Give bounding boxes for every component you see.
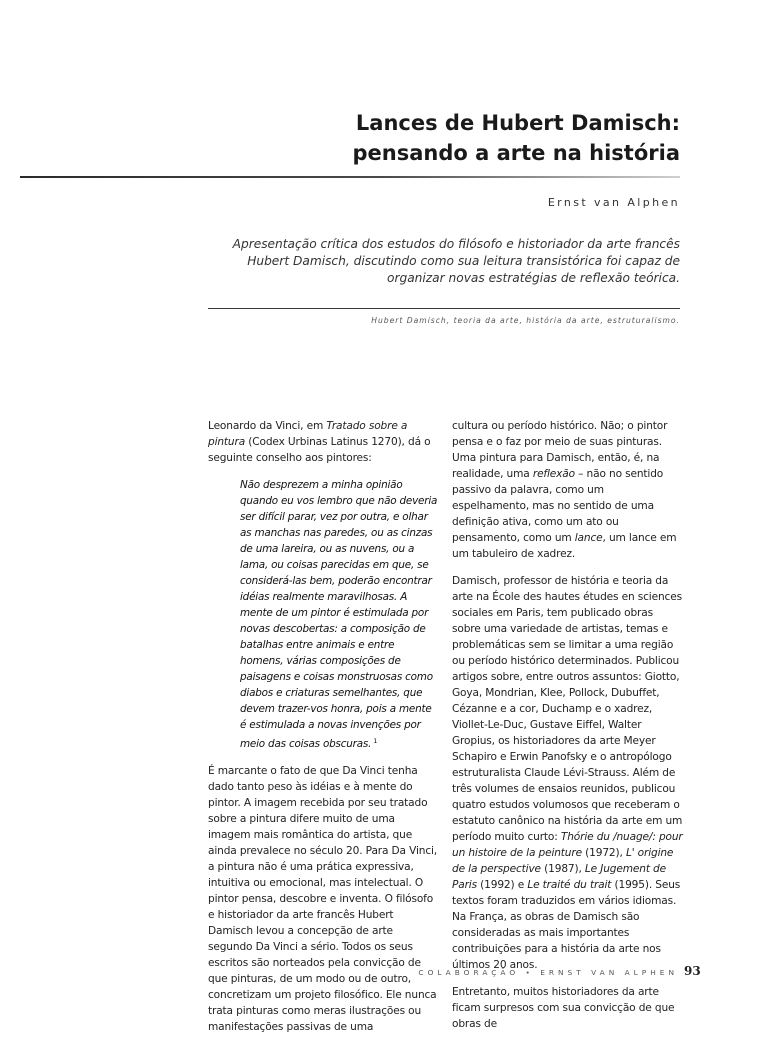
text-span: (1995). Seus textos foram traduzidos em vários idiomas. Na França, as obras de Damisch são consideradas as mais importantes contribuições para a história da arte nos últimos 20 anos. [452,879,681,971]
book-title: Tratado sobre a pintura [208,420,408,448]
abstract: Apresentação crítica dos estudos do filósofo e historiador da arte francês Hubert Damisch, discutindo como sua leitura transistórica foi capaz de organizar novas estratégias de reflexão teórica. [232,237,680,285]
quote-text: Não desprezem a minha opinião quando eu vos lembro que não deveria ser difícil parar, vez por outra, e olhar as manchas nas paredes, ou as cinzas de uma lareira, ou as nuvens, ou a lama, ou coisas parecidas em que, se considerá-las bem, poderão encontrar idéias realmente maravilhosas. A mente de um pintor é estimulada por novas descobertas: a composição de batalhas entre animais e entre homens, várias composições de paisagens e coisas monstruosas como diabos e criaturas semelhantes, que devem trazer-vos honra, pois a mente é estimulada a novas invenções por meio das coisas obscuras. [240,479,438,750]
block-quote [240,477,440,752]
text-span: (Codex Urbinas Latinus 1270), dá o seguinte conselho aos pintores: [208,436,431,464]
book-title: Le traité du trait [527,879,612,891]
text-span: cultura ou período histórico. Não; o pintor pensa e o faz por meio de suas pinturas. Uma pintura para Damisch, então, é, na realidade, uma [452,420,668,480]
emphasis: reflexão [532,468,575,480]
book-title: Thórie du /nuage/: pour un histoire de la peinture [452,831,683,859]
book-title: L' origine de la perspective [452,847,674,875]
author-name: Ernst van Alphen [547,196,680,209]
paragraph-2: É marcante o fato de que Da Vinci tenha dado tanto peso às idéias e à mente do pintor. A imagem recebida por seu tratado sobre a pintura difere muito de uma imagem mais romântica do artista, que ainda prevalece no século 20. Para Da Vinci, a pintura não é uma prática expressiva, intuitiva ou emocional, mas intelectual. O pintor pensa, descobre e inventa. O filósofo e historiador da arte francês Hubert Damisch levou a concepção de arte segundo Da Vinci a sério. Todos os seus escritos são norteados pela convicção de que pinturas, de um modo ou de outro, concretizam um projeto filosófico. Ele nunca trata pinturas como meras ilustrações ou manifestações passivas de uma [208,765,438,1033]
text-span: – não no sentido passivo da palavra, como um espelhamento, mas no sentido de uma definição ativa, como um ato ou pensamento, como um [452,468,664,544]
book-title: Le Jugement de Paris [452,863,667,891]
page-number: 93 [684,964,701,978]
paragraph-3 [452,418,684,562]
text-span: Damisch, professor de história e teoria da arte na École des hautes études en sciences sociales em Paris, tem publicado obras sobre uma variedade de artistas, temas e problemáticas sem se limitar a uma região ou período histórico determinados. Publicou artigos sobre, entre outros assuntos: Giotto, Goya, Mondrian, Klee, Pollock, Dubuffet, Cézanne e a cor, Duchamp e o xadrez, Viollet-Le-Duc, Gustave Eiffel, Walter Gropius, os historiadores da arte Meyer Schapiro e Erwin Panofsky e o antropólogo estruturalista Claude Lévi-Strauss. Além de três volumes de ensaios reunidos, publicou quatro estudos volumosos que receberam o estatuto canônico na história da arte em um período muito curto: [452,575,683,843]
article-title-line-1: Lances de Hubert Damisch: [355,111,680,135]
title-rule [20,176,680,178]
running-footer: COLABORAÇÃO • ERNST VAN ALPHEN [418,968,678,977]
text-span: (1992) e [476,879,528,891]
left-column [208,418,440,1046]
text-span: (1987), [540,863,585,875]
abstract-rule [208,308,680,309]
paragraph-intro [208,418,440,466]
right-column [452,418,684,1043]
keywords: Hubert Damisch, teoria da arte, história da arte, estruturalismo. [371,316,680,325]
article-title [200,108,680,168]
text-span: , um lance em um tabuleiro de xadrez. [452,532,677,560]
paragraph-5: Entretanto, muitos historiadores da arte ficam surpresos com sua convicção de que obras de [452,986,675,1030]
article-title-line-2: pensando a arte na história [352,141,680,165]
paragraph-4 [452,573,684,973]
footnote-ref[interactable]: 1 [373,737,378,745]
text-span: (1972), [581,847,626,859]
text-span: Leonardo da Vinci, em [208,420,327,432]
emphasis: lance [574,532,603,544]
